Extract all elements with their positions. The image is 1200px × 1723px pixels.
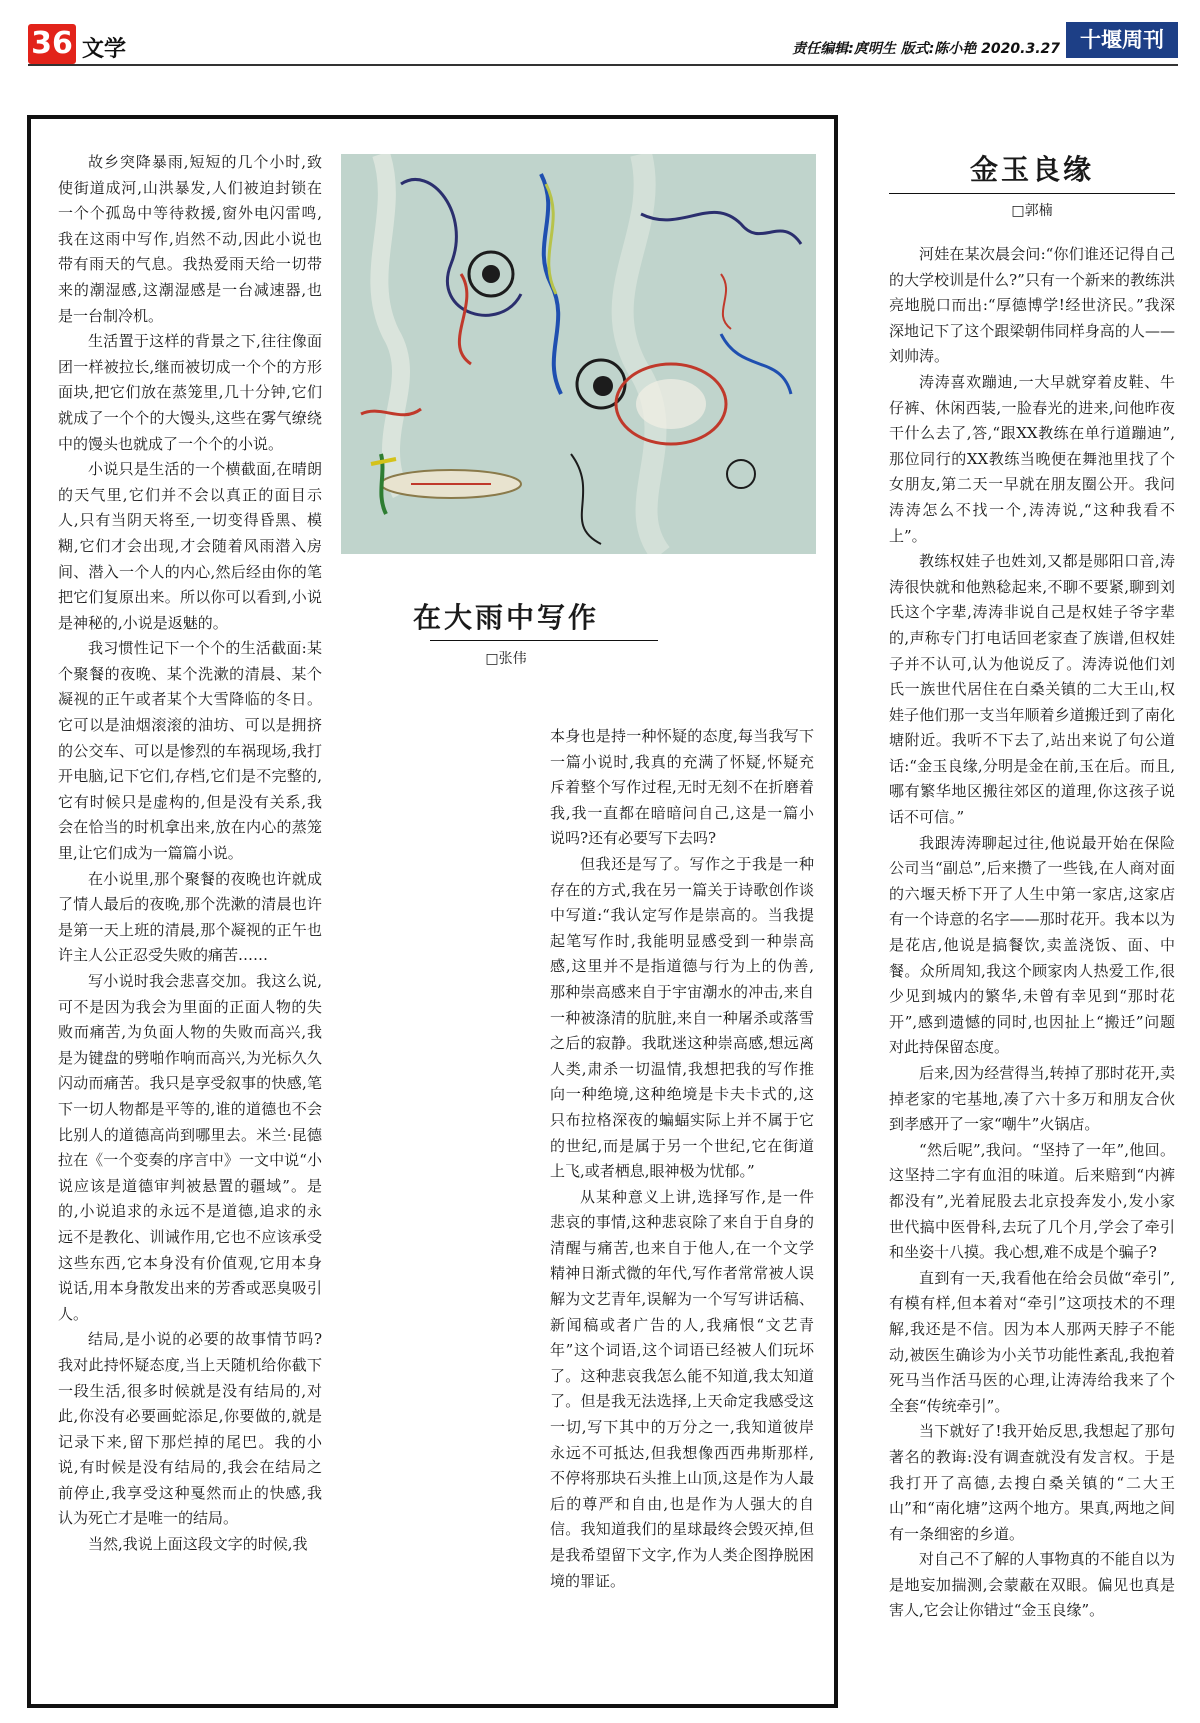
header-rule: [28, 64, 1178, 66]
article1-paragraph: 故乡突降暴雨,短短的几个小时,致使街道成河,山洪暴发,人们被迫封锁在一个个孤岛中等待救援,窗外电闪雷鸣,我在这雨中写作,岿然不动,因此小说也带有雨天的气息。我热爱雨天给一切带来的潮湿感,这潮湿感是一台减速器,也是一台制冷机。: [58, 153, 322, 325]
article1-paragraph: 从某种意义上讲,选择写作,是一件悲哀的事情,这种悲哀除了来自于自身的清醒与痛苦,也来自于他人,在一个文学精神日渐式微的年代,写作者常常被人误解为文艺青年,误解为一个写写讲话稿、新闻稿或者广告的人,我痛恨“文艺青年”这个词语,这个词语已经被人们玩坏了。这种悲哀我怎么能不知道,我太知道了。但是我无法选择,上天命定我感受这一切,写下其中的万分之一,我知道彼岸永远不可抵达,但我想像西西弗斯那样,不停将那块石头推上山顶,这是作为人最后的尊严和自由,也是作为人强大的自信。我知道我们的星球最终会毁灭掉,但是我希望留下文字,作为人类企图挣脱困境的罪证。: [550, 1187, 814, 1590]
page-header: [0, 0, 1200, 64]
article1-title-rule: [430, 640, 658, 641]
section-name: 文学: [82, 37, 127, 62]
page-number: 36: [28, 24, 76, 64]
article2-paragraph: 河娃在某次晨会问:“你们谁还记得自己的大学校训是什么?”只有一个新来的教练洪亮地脱口而出:“厚德博学!经世济民。”我深深地记下了这个跟梁朝伟同样身高的人——刘帅涛。: [889, 245, 1175, 366]
article2-author: □郭楠: [1011, 203, 1053, 219]
article1-paragraph: 本身也是持一种怀疑的态度,每当我写下一篇小说时,我真的充满了怀疑,怀疑充斥着整个写作过程,无时无刻不在折磨着我,我一直都在暗暗问自己,这是一篇小说吗?还有必要写下去吗?: [550, 727, 814, 848]
article2-column: [889, 242, 1175, 1624]
article1-paragraph: 但我还是写了。写作之于我是一种存在的方式,我在另一篇关于诗歌创作谈中写道:“我认定写作是崇高的。当我提起笔写作时,我能明显感受到一种崇高感,这里并不是指道德与行为上的伪善,那种崇高感来自于宇宙潮水的冲击,来自一种被涤清的肮脏,来自一种屠杀或落雪之后的寂静。我耽迷这种崇高感,想远离人类,肃杀一切温情,我想把我的写作推向一种绝境,这种绝境是卡夫卡式的,这只布拉格深夜的蝙蝠实际上并不属于它的世纪,而是属于另一个世纪,它在街道上飞,或者栖息,眼神极为忧郁。”: [550, 854, 814, 1181]
article1-paragraph: 当然,我说上面这段文字的时候,我: [88, 1535, 308, 1554]
article1-title: 在大雨中写作: [412, 601, 599, 634]
article2-paragraph: 涛涛喜欢蹦迪,一大早就穿着皮鞋、牛仔裤、休闲西装,一脸春光的进来,问他昨夜干什么去了,答,“跟XX教练在单行道蹦迪”,那位同行的XX教练当晚便在舞池里找了个女朋友,第二天一早就在朋友圈公开。我问涛涛怎么不找一个,涛涛说,“这种我看不上”。: [889, 372, 1175, 545]
article2-paragraph: 对自己不了解的人事物真的不能自以为是地妄加揣测,会蒙蔽在双眼。偏见也真是害人,它会让你错过“金玉良缘”。: [889, 1550, 1175, 1620]
editor-credits: 责任编辑:庹明生 版式:陈小艳 2020.3.27: [792, 41, 1060, 57]
article2-title-rule: [889, 193, 1175, 194]
masthead-logo: 十堰周刊: [1066, 22, 1178, 58]
article2-paragraph: 当下就好了!我开始反思,我想起了那句著名的教诲:没有调查就没有发言权。于是我打开了高德,去搜白桑关镇的“二大王山”和“南化塘”这两个地方。果真,两地之间有一条细密的乡道。: [889, 1422, 1175, 1543]
article2-paragraph: 我跟涛涛聊起过往,他说最开始在保险公司当“副总”,后来攒了一些钱,在人商对面的六堰天桥下开了人生中第一家店,这家店有一个诗意的名字——那时花开。我本以为是花店,他说是搞餐饮,卖盖浇饭、面、中餐。众所周知,我这个顾家肉人热爱工作,很少见到城内的繁华,未曾有幸见到“那时花开”,感到遗憾的同时,也因扯上“搬迁”问题对此持保留态度。: [889, 833, 1175, 1057]
article1-column-2: [550, 724, 814, 1594]
article1-paragraph: 小说只是生活的一个横截面,在晴朗的天气里,它们并不会以真正的面目示人,只有当阴天将至,一切变得昏黑、模糊,它们才会出现,才会随着风雨潜入房间、潜入一个人的内心,然后经由你的笔把它们复原出来。所以你可以看到,小说是神秘的,小说是返魅的。: [58, 460, 322, 632]
article1-paragraph: 生活置于这样的背景之下,往往像面团一样被拉长,继而被切成一个个的方形面块,把它们放在蒸笼里,几十分钟,它们就成了一个个的大馒头,这些在雾气缭绕中的馒头也就成了一个个的小说。: [58, 332, 322, 453]
article2-paragraph: 后来,因为经营得当,转掉了那时花开,卖掉老家的宅基地,凑了六十多万和朋友合伙到孝感开了一家“嘲牛”火锅店。: [889, 1064, 1175, 1134]
article2-paragraph: “然后呢”,我问。“坚持了一年”,他回。这坚持二字有血泪的味道。后来赔到“内裤都没有”,光着屁股去北京投奔发小,发小家世代搞中医骨科,去玩了几个月,学会了牵引和坐姿十八摸。我心想,难不成是个骗子?: [889, 1140, 1175, 1262]
abstract-painting: [341, 154, 816, 554]
article2-paragraph: 直到有一天,我看他在给会员做“牵引”,有模有样,但本着对“牵引”这项技术的不理解,我还是不信。因为本人那两天脖子不能动,被医生确诊为小关节功能性紊乱,我抱着死马当作活马医的心理,让涛涛给我来了个全套“传统牵引”。: [889, 1268, 1175, 1415]
article1-paragraph: 结局,是小说的必要的故事情节吗?我对此持怀疑态度,当上天随机给你截下一段生活,很多时候就是没有结局的,对此,你没有必要画蛇添足,你要做的,就是记录下来,留下那烂掉的尾巴。我的小说,有时候是没有结局的,我会在结局之前停止,我享受这种戛然而止的快感,我认为死亡才是唯一的结局。: [58, 1330, 322, 1528]
article1-paragraph: 在小说里,那个聚餐的夜晚也许就成了情人最后的夜晚,那个洗漱的清晨也许是第一天上班的清晨,那个凝视的正午也许主人公正忍受失败的痛苦……: [58, 869, 322, 965]
article1-paragraph: 我习惯性记下一个个的生活截面:某个聚餐的夜晚、某个洗漱的清晨、某个凝视的正午或者某个大雪降临的冬日。它可以是油烟滚滚的油坊、可以是拥挤的公交车、可以是惨烈的车祸现场,我打开电脑,记下它们,存档,它们是不完整的,它有时候只是虚构的,但是没有关系,我会在恰当的时机拿出来,放在内心的蒸笼里,让它们成为一篇篇小说。: [58, 639, 322, 863]
article1-paragraph: 写小说时我会悲喜交加。我这么说,可不是因为我会为里面的正面人物的失败而痛苦,为负面人物的失败而高兴,我是为键盘的劈啪作响而高兴,为光标久久闪动而痛苦。我只是享受叙事的快感,笔下一切人物都是平等的,谁的道德也不会比别人的道德高尚到哪里去。米兰·昆德拉在《一个变奏的序言中》一文中说“小说应该是道德审判被悬置的疆域”。是的,小说追求的永远不是道德,追求的永远不是教化、训诫作用,它也不应该承受这些东西,它本身没有价值观,它用本身说话,用本身散发出来的芳香或恶臭吸引人。: [58, 972, 322, 1323]
article2-title: 金玉良缘: [969, 153, 1094, 186]
painting-image: [341, 154, 816, 554]
article1-column-1: [58, 150, 322, 1558]
article2-paragraph: 教练权娃子也姓刘,又都是郧阳口音,涛涛很快就和他熟稔起来,不聊不要紧,聊到刘氏这个字辈,涛涛非说自己是权娃子爷字辈的,声称专门打电话回老家查了族谱,但权娃子并不认可,认为他说反了。涛涛说他们刘氏一族世代居住在白桑关镇的二大王山,权娃子他们那一支当年顺着乡道搬迁到了南化塘附近。我听不下去了,站出来说了句公道话:“金玉良缘,分明是金在前,玉在后。而且,哪有繁华地区搬往郊区的道理,你这孩子说话不可信。”: [889, 552, 1175, 827]
article1-author: □张伟: [485, 651, 527, 667]
